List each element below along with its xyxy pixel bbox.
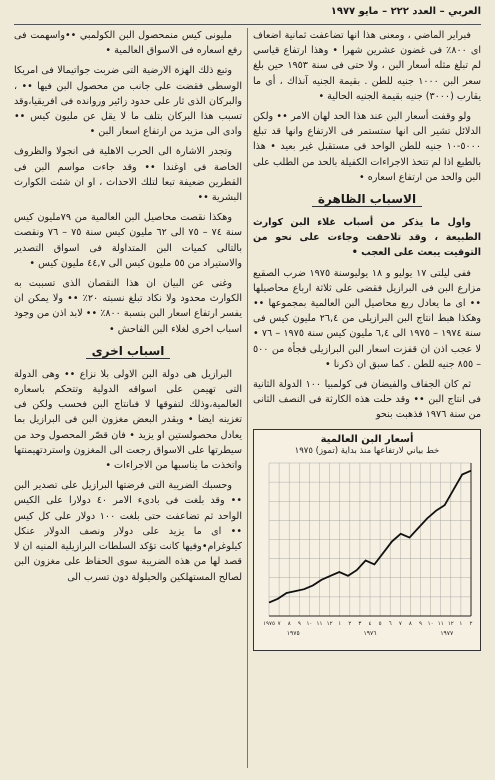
paragraph: وغنى عن البيان ان هذا النقصان الذى تسببت به الكوارث محدود ولا نكاد تبلغ نسبته ٢٠٪ •• ولا يمكن ان يفسر ارتفاع اسعار البن بنسبة ٨٠٠٪ •• لابد اذن من وجود اسباب اخرى لغلاء البن الفاحش • bbox=[14, 278, 242, 335]
x-tick-label: ١٠ bbox=[427, 620, 434, 627]
paragraph: ثم كان الجفاف والفيضان فى كولمبيا ١٠٠ الدولة الثانية فى انتاج البن •• وقد حلت هذه الكارثة فى النصف الثانى من سنة ١٩٧٦ فذهبت بنحو bbox=[253, 379, 481, 421]
paragraph: واول ما يذكر من أسباب غلاء البن كوارث الطبيعة ، وقد تلاحقت وجاءت على نحو من التوقيت يبعث على العجب • bbox=[253, 217, 481, 259]
x-tick-label: ١٢ bbox=[447, 620, 454, 627]
x-tick-label: ٥ bbox=[378, 620, 382, 627]
x-tick-label: ٩ bbox=[297, 620, 301, 627]
x-tick-label: ٨ bbox=[408, 620, 412, 627]
x-tick-label: ١ bbox=[338, 620, 342, 627]
section-heading bbox=[253, 191, 481, 207]
x-tick-label: ١٠ bbox=[306, 620, 313, 627]
paragraph: ولو وقفت أسعار البن عند هذا الحد لهان الامر •• ولكن الدلائل تشير الى انها ستستمر فى الارتفاع وانها قد تبلغ ٥٠٠٠-١٠ جنيه للطن الواحد فى مستقبل غير بعيد • هذا بالطبع اذا لم تتخذ الاجراءات الكفيلة بالحد من الطلب على البن والحد من ارتفاع اسعاره • bbox=[253, 111, 481, 183]
paragraph: ففى ليلتى ١٧ يوليو و ١٨ يوليوسنة ١٩٧٥ ضرب الصقيع مزارع البن فى البرازيل فقضى على ثلاثة ارباع محاصيلها •• اى ما يعادل ربع محاصيل البن العالمية بمجموعها •• وهكذا هبط انتاج البن البرازيلى من ٢٦,٤ مليون كيس فى سنة ١٩٧٤ – ١٩٧٥ الى ٦,٤ مليون كيس سنة ١٩٧٥ – ٧٦ • لا عجب اذن ان قفزت اسعار البن البرازيلى فجأة من ٥٠٠ – ٨٥٥ جنيه للطن . كما سبق ان ذكرنا • bbox=[253, 267, 481, 370]
paragraph: مليونى كيس منمحصول البن الكولمبي ••واسهمت فى رفع اسعاره فى الاسواق العالمية • bbox=[14, 30, 242, 57]
x-year-label: ١٩٧٥ bbox=[286, 629, 300, 637]
paragraph: وتبع ذلك الهزة الارضية التى ضربت جواتيمالا فى امريكا الوسطى فقضت على جانب من محصول البن فيها •• ، والبركان الذى ثار على حدود زائير وروانده فى افريقيا،وقد تسبب هذا البركان بتلف ما لا يقل عن مليون كيس •• وادى الى مزيد من ارتفاع اسعار البن • bbox=[14, 65, 242, 138]
paragraph: وحسبك الضريبة التى فرضتها البرازيل على تصدير البن •• وقد بلغت فى بادىء الامر ٤٠ دولارا على الكيس الواحد ثم تضاعفت حتى بلغت ١٠٠ دولار على كل كيس •• اى ما يزيد على دولار ونصف الدولار عنكل كيلوغرام•وفيها كانت تؤكد السلطات البرازيلية المنيه ان لا قصد لها من هذه الضريبة سوى الحفاظ على مغزون البن لصالح المستهلكين والحيلولة دون تسرب الى bbox=[14, 480, 242, 583]
x-tick-label: ٨ bbox=[287, 620, 291, 627]
section-heading-text: الاسباب الظاهرة bbox=[312, 192, 422, 207]
section-heading-text: اسباب اخرى bbox=[86, 344, 171, 359]
section-heading bbox=[14, 343, 242, 359]
x-tick-label: ١٢ bbox=[326, 620, 333, 627]
paragraph: البرازيل هى دولة البن الاولى بلا نزاع •• وهى الدولة التى تهيمن على اسواقه الدولية وتتحكم باسعاره العالمية،وذلك لتفوقها لا فىانتاج البن فحسب ولكن فى تغزينه ايضا • ويقدر البعض مغزون البن فى البرازيل بما يعادل محصولستين او يزيد • فان قصّر المحصول وحد من سيطرتها على الاسواق رجعت الى المغزون واستردتهيمنتها واتخذت ما يناسبها من الاجراءات • bbox=[14, 368, 242, 472]
x-tick-label: ٤ bbox=[368, 620, 372, 627]
right-column bbox=[253, 28, 481, 773]
x-tick-label: ٩ bbox=[419, 620, 422, 627]
x-tick-label: ٢ bbox=[469, 620, 473, 627]
x-tick-label: ٦ bbox=[388, 620, 392, 627]
x-year-label: ١٩٧٧ bbox=[440, 629, 454, 637]
running-head: العربي – العدد ٢٢٢ – مايو ١٩٧٧ bbox=[14, 6, 481, 25]
left-column bbox=[14, 28, 242, 773]
x-tick-label: ٧ bbox=[277, 620, 281, 627]
chart-subtitle: خط بياني لارتفاعها منذ بداية (تموز) ١٩٧٥ bbox=[294, 445, 440, 456]
paragraph: وهكذا نقصت محاصيل البن العالمية من ٧٩مليون كيس سنة ٧٤ – ٧٥ الى ٦٢ مليون كيس سنة ٧٥ – ٧٦ ونقصت بالتالى كميات البن المتداولة فى اسواق التصدير والاستيراد من ٥٥ مليون كيس الى ٤٤,٧ مليون كيس • bbox=[14, 212, 242, 269]
x-tick-label: ١١ bbox=[437, 620, 444, 627]
chart-title: أسعار البن العالمية bbox=[320, 433, 414, 445]
chart-plot bbox=[259, 457, 477, 642]
x-tick-label: ٢ bbox=[348, 620, 352, 627]
x-tick-label: ٧ bbox=[398, 620, 402, 627]
x-tick-label: ٣ bbox=[358, 620, 362, 627]
x-tick-label: ١١ bbox=[316, 620, 323, 627]
x-tick-label: ١ bbox=[459, 620, 463, 627]
price-chart bbox=[253, 429, 481, 651]
paragraph: فبراير الماضي ، ومعنى هذا انها تضاعفت ثمانية اضعاف اى ٨٠٠٪ فى غضون عشرين شهرا • وهذا ارتفاع قياسي لم تبلغ مثله أسعار البن ، ولا حتى فى سنة ١٩٥٣ حين بلغ سعر البن ١٠٠٠ جنيه للطن . بقيمة الجنيه آنذاك ، أى ما يقارب (٣٠٠٠) جنيه بقيمة الجنيه الحالية • bbox=[253, 30, 481, 102]
paragraph: وتجدر الاشارة الى الحرب الاهلية فى انجولا والظروف الخاصة فى اوغندا •• وقد جاءت مواسم البن فى القطرين ضعيفة تبعا لتلك الاحداث ، او ان شئت الكوارث البشرية •• bbox=[14, 146, 242, 204]
column-rule bbox=[247, 28, 248, 768]
x-tick-label: ١٩٧٥ bbox=[263, 620, 275, 627]
x-year-label: ١٩٧٦ bbox=[363, 629, 377, 637]
